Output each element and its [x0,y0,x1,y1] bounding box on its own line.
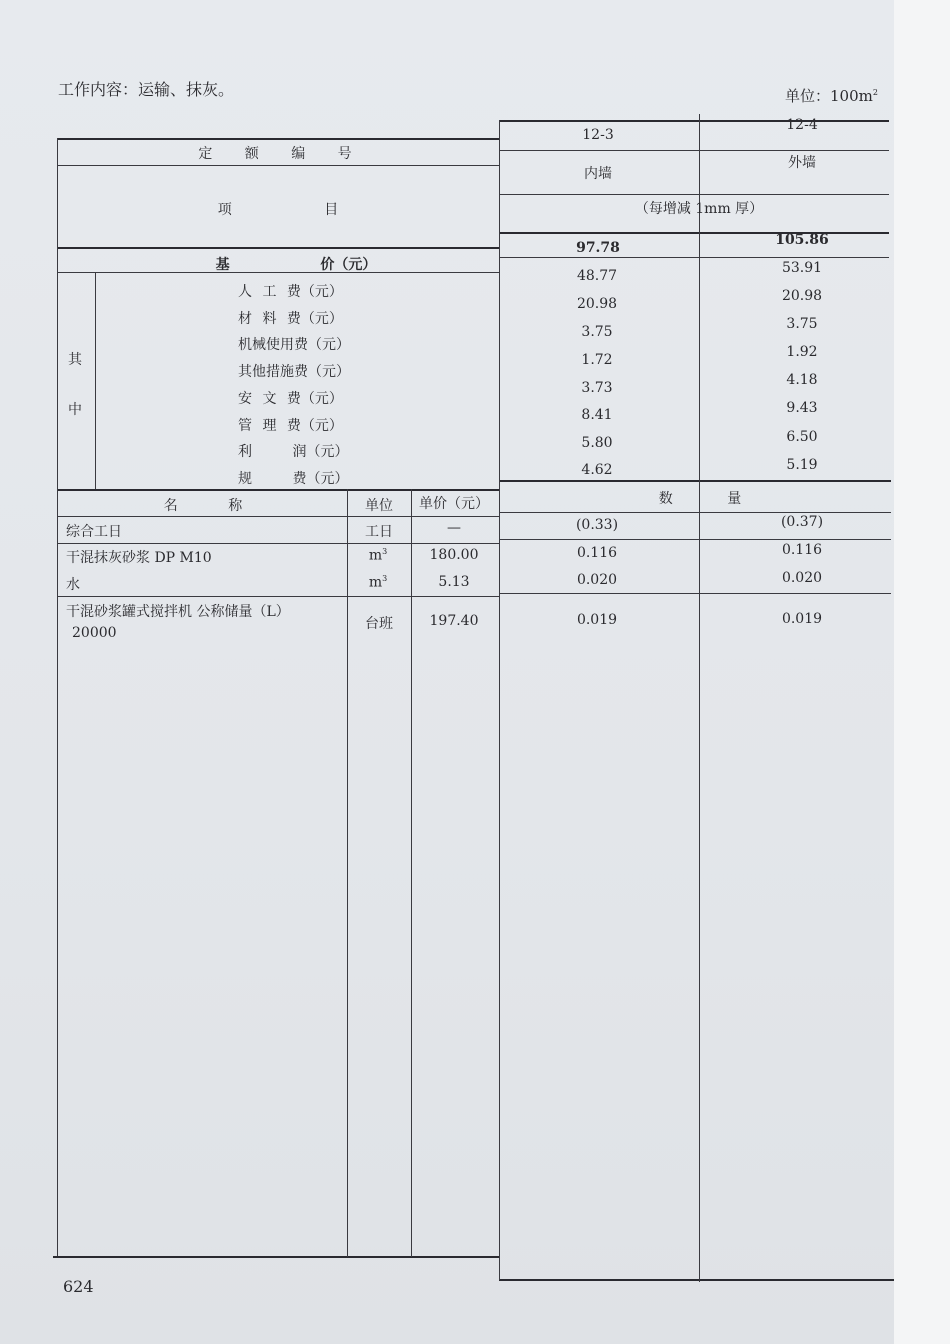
breakdown-label: 规 费（元） [238,471,349,487]
item-label: 项 目 [217,202,339,218]
breakdown-value: 48.77 [576,268,618,284]
material-price: 5.13 [438,574,470,590]
material-qty: (0.37) [780,514,824,530]
thickness-note: （每增减 1mm 厚） [634,201,764,217]
material-qty: 0.116 [781,542,823,558]
breakdown-label: 其他措施费（元） [238,364,350,380]
breakdown-value: 3.73 [581,380,613,396]
material-name: 综合工日 [66,524,122,540]
unit-label: 单位：$100m^2$ [785,87,878,105]
material-qty: 0.020 [781,570,823,586]
material-qty: 0.116 [576,545,618,561]
page-margin [894,0,950,1344]
breakdown-label: 人 工 费（元） [238,284,343,300]
name-outer-wall: 外墙 [788,155,816,171]
material-price: — [447,520,461,536]
col-header-name: 名 称 [163,498,243,514]
table-bottom-border [53,1256,499,1258]
breakdown-label: 机械使用费（元） [238,337,350,353]
material-price: 197.40 [429,613,479,629]
table-left-border [57,138,58,1256]
base-price-12-3: 97.78 [576,240,620,256]
breakdown-value: 5.80 [581,435,613,451]
table-top-border [57,138,499,140]
breakdown-label: 利 润（元） [238,444,349,460]
breakdown-group-char-2: 中 [68,402,82,418]
material-name-continued: 20000 [72,625,117,641]
breakdown-value: 4.18 [786,372,818,388]
material-unit: 台班 [365,616,393,632]
material-unit: 工日 [365,524,393,540]
work-content: 工作内容：运输、抹灰。 [58,80,235,99]
breakdown-value: 6.50 [786,429,818,445]
material-name: 干混砂浆罐式搅拌机 公称储量（L） [66,604,290,620]
breakdown-value: 3.75 [786,316,818,332]
quota-number-label: 定 额 编 号 [198,146,366,162]
material-unit: $m^3$ [368,574,388,591]
breakdown-value: 9.43 [786,400,818,416]
breakdown-label: 管 理 费（元） [238,418,343,434]
breakdown-value: 5.19 [786,457,818,473]
material-qty: 0.020 [576,572,618,588]
breakdown-label: 安 文 费（元） [238,391,343,407]
material-unit: $m^3$ [368,547,388,564]
breakdown-value: 53.91 [781,260,823,276]
breakdown-value: 8.41 [581,407,613,423]
material-qty: 0.019 [576,612,618,628]
breakdown-value: 3.75 [581,324,613,340]
col-header-price: 单价（元） [419,496,489,512]
col-header-unit: 单位 [365,498,393,514]
breakdown-label: 材 料 费（元） [238,311,343,327]
page-number: 624 [63,1277,94,1296]
breakdown-value: 20.98 [781,288,823,304]
material-name: 水 [66,577,80,593]
material-qty: 0.019 [781,611,823,627]
breakdown-group-char-1: 其 [68,352,82,368]
breakdown-value: 1.72 [581,352,613,368]
breakdown-value: 20.98 [576,296,618,312]
breakdown-value: 1.92 [786,344,818,360]
material-price: 180.00 [429,547,479,563]
base-price-label: 基 价（元） [215,257,377,273]
material-name: 干混抹灰砂浆 DP M10 [66,550,212,566]
breakdown-value: 4.62 [581,462,613,478]
base-price-12-4: 105.86 [775,232,829,248]
material-qty: (0.33) [575,517,619,533]
code-12-4: 12-4 [786,117,818,133]
col-header-quantity: 数 量 [658,491,742,507]
code-12-3: 12-3 [582,127,614,143]
name-inner-wall: 内墙 [584,166,612,182]
